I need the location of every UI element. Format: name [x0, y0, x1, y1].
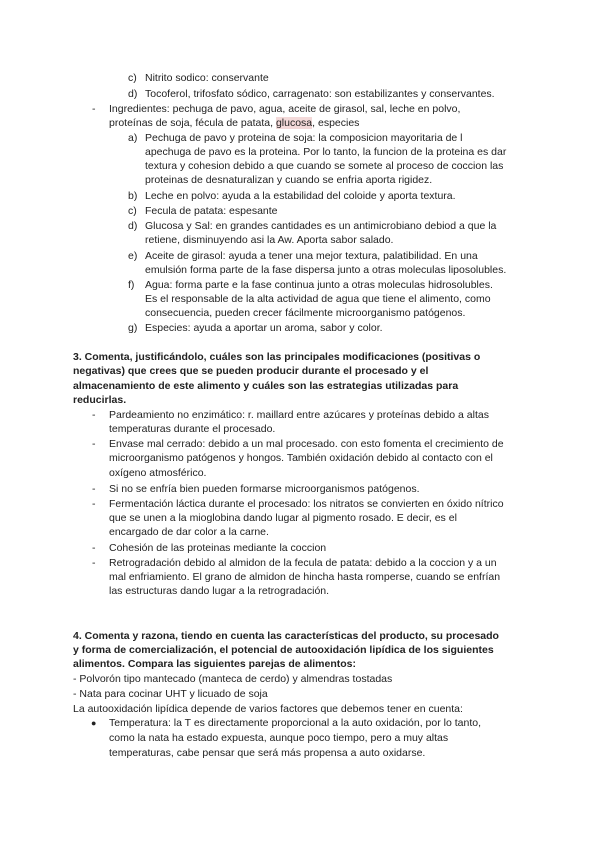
list-item-text: apechuga de pavo es la proteina. Por lo tanto, la funcion de la proteina es dar [145, 146, 507, 158]
bullet-marker: - [92, 498, 96, 510]
bullet-text: encargado de dar color a la carne. [109, 526, 269, 538]
question-4-title: y forma de comercialización, el potencial de autooxidación lipídica de los siguientes [73, 644, 494, 656]
bullet-text: las estructuras dando lugar a la retrogradación. [109, 585, 330, 597]
list-item-text: consecuencia, pueden crecer fácilmente microorganismo patógenos. [145, 307, 466, 319]
list-item-text: retiene, disminuyendo asi la Aw. Aporta sabor salado. [145, 234, 394, 246]
ingredientes-text: , especies [312, 117, 360, 129]
pair-line: - Polvorón tipo mantecado (manteca de cerdo) y almendras tostadas [73, 673, 393, 685]
bullet-marker: - [92, 409, 96, 421]
bullet-text: Fermentación láctica durante el procesado: los nitratos se convierten en óxido nítrico [109, 498, 504, 510]
bullet-marker: - [92, 103, 96, 115]
list-marker: c) [128, 72, 137, 84]
question-4-title: alimentos. Compara las siguientes parejas de alimentos: [73, 658, 357, 670]
question-3-title: reducirlas. [73, 394, 127, 406]
bullet-dot-icon: ● [91, 718, 97, 728]
list-item-text: Especies: ayuda a aportar un aroma, sabor y color. [145, 322, 383, 334]
highlighted-word: glucosa [275, 117, 313, 129]
bullet-text: mal enfriamiento. El grano de almidon de hincha hasta romperse, cuando se enfrían [109, 571, 501, 583]
list-marker: c) [128, 205, 137, 217]
list-marker: g) [128, 322, 138, 334]
bullet-text: Pardeamiento no enzimático: r. maillard entre azúcares y proteínas debido a altas [109, 409, 489, 421]
bullet-text: que se unen a la mioglobina dando lugar al pigmento rosado. E decir, es el [109, 512, 457, 524]
list-item-text: textura y cohesion debido a que cuando se somete al proceso de coccion las [145, 160, 504, 172]
bullet-text: Si no se enfría bien pueden formarse microorganismos patógenos. [109, 483, 420, 495]
bullet-marker: - [92, 557, 96, 569]
list-item-text: Nitrito sodico: conservante [145, 72, 269, 84]
list-item-text: Es el responsable de la alta actividad de agua que tiene el alimento, como [145, 293, 491, 305]
bullet-marker: - [92, 483, 96, 495]
bullet-text: Retrogradación debido al almidon de la fecula de patata: debido a la coccion y a un [109, 557, 497, 569]
list-item-text: Aceite de girasol: ayuda a tener una mejor textura, palatibilidad. En una [145, 250, 478, 262]
intro-line: La autooxidación lipídica depende de varios factores que debemos tener en cuenta: [73, 703, 463, 715]
list-marker: d) [128, 220, 138, 232]
bullet-text: oxígeno atmosférico. [109, 467, 207, 479]
question-4-title: 4. Comenta y razona, tiendo en cuenta las características del producto, su procesado [73, 630, 499, 642]
question-3-title: 3. Comenta, justificándolo, cuáles son las principales modificaciones (positivas o [73, 351, 481, 363]
list-item-text: Leche en polvo: ayuda a la estabilidad del coloide y aporta textura. [145, 190, 456, 202]
ingredientes-text: proteínas de soja, fécula de patata, [109, 117, 276, 129]
list-marker: e) [128, 250, 138, 262]
bullet-text: microorganismo patógenos y hongos. También oxidación debido al contacto con el [109, 452, 493, 464]
list-marker: a) [128, 132, 138, 144]
list-marker: b) [128, 190, 138, 202]
question-3-title: negativas) que crees que se pueden producir durante el procesado y el [73, 365, 429, 377]
question-3-title: almacenamiento de este alimento y cuáles son las estrategias utilizadas para [73, 380, 459, 392]
list-marker: f) [128, 279, 135, 291]
list-item-text: Agua: forma parte e la fase continua junto a otras moleculas hidrosolubles. [145, 279, 493, 291]
bullet-text: Cohesión de las proteinas mediante la coccion [109, 542, 327, 554]
list-item-text: Glucosa y Sal: en grandes cantidades es un antimicrobiano debiod a que la [145, 220, 497, 232]
bullet-text: Envase mal cerrado: debido a un mal procesado. con esto fomenta el crecimiento de [109, 438, 504, 450]
pair-line: - Nata para cocinar UHT y licuado de soja [73, 688, 268, 700]
list-item-text: Fecula de patata: espesante [145, 205, 278, 217]
bullet-text: temperaturas durante el procesado. [109, 423, 276, 435]
list-item-text: Tocoferol, trifosfato sódico, carragenato: son estabilizantes y conservantes. [145, 88, 495, 100]
list-item-text: emulsión forma parte de la fase dispersa junto a otras moleculas liposolubles. [145, 264, 507, 276]
list-item-text: Pechuga de pavo y proteina de soja: la composicion mayoritaria de l [145, 132, 463, 144]
bullet-text: temperaturas, cabe pensar que será más propensa a auto oxidarse. [109, 747, 426, 759]
bullet-text: Temperatura: la T es directamente proporcional a la auto oxidación, por lo tanto, [109, 717, 481, 729]
list-marker: d) [128, 88, 138, 100]
ingredientes-line [109, 117, 359, 130]
bullet-marker: - [92, 542, 96, 554]
list-item-text: proteinas de desnaturalizan y cuando se enfria aporta rigidez. [145, 174, 433, 186]
ingredientes-line: Ingredientes: pechuga de pavo, agua, aceite de girasol, sal, leche en polvo, [109, 103, 461, 115]
bullet-text: como la nata ha estado expuesta, aunque poco tiempo, pero a muy altas [109, 732, 449, 744]
bullet-marker: - [92, 438, 96, 450]
